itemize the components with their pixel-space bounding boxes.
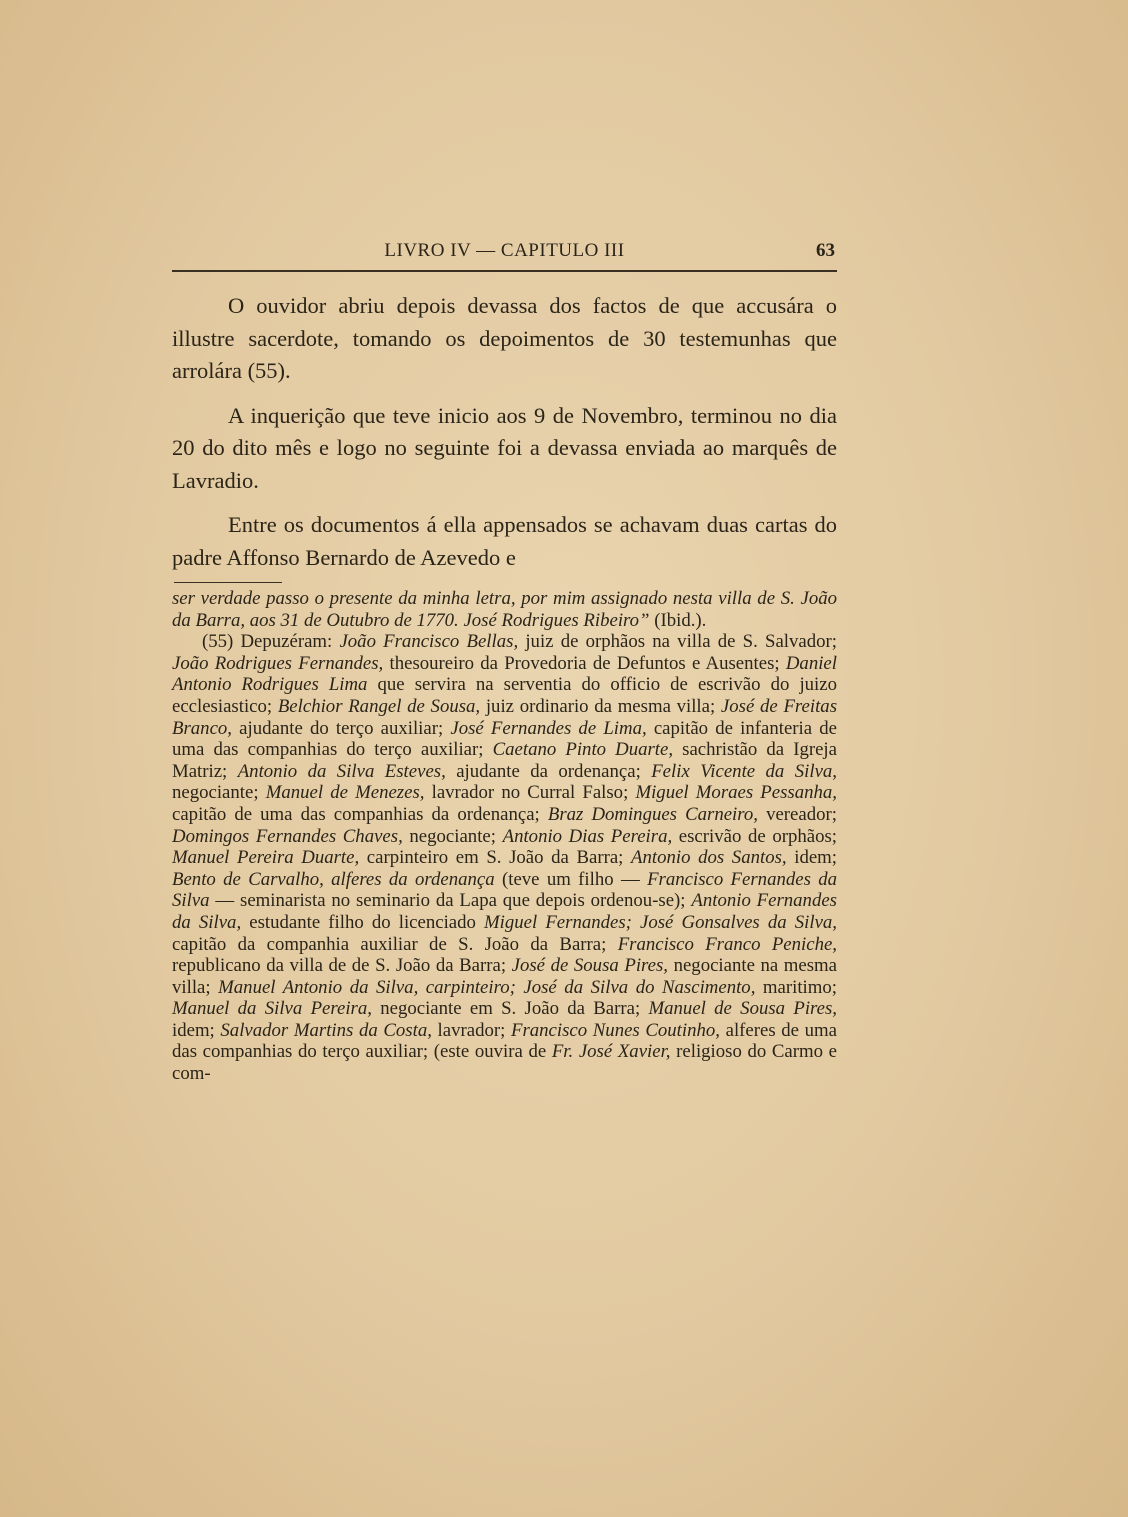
footnote-run: idem;: [172, 1019, 221, 1041]
footnote-italic-run: Francisco Fernandes da Silva: [172, 868, 837, 912]
footnote-italic-run: Francisco Nunes Coutinho,: [510, 1019, 720, 1041]
footnote-italic-run: Daniel Antonio Rodrigues Lima: [172, 652, 837, 696]
body-paragraph: A inquerição que teve inicio aos 9 de Novembro, terminou no dia 20 do dito mês e logo no seguinte foi a devassa enviada ao marquês de Lavradio.: [172, 402, 837, 493]
footnote-italic-run: José Fernandes de Lima,: [450, 717, 647, 739]
footnote-run: vereador;: [757, 803, 837, 825]
footnote-italic-run: Miguel Fernandes; José Gonsalves da Silva,: [484, 911, 837, 933]
body-paragraph: O ouvidor abriu depois devassa dos factos de que accusára o illustre sacerdote, tomando os depoimentos de 30 testemunhas que arrolára (55).: [172, 293, 837, 383]
footnote-run: juiz ordinario da mesma villa;: [480, 695, 721, 717]
footnote-run: capitão de uma das companhias da ordenança;: [172, 803, 548, 825]
footnote-55: [172, 631, 837, 1084]
footnote-italic-run: Felix Vicente da Silva,: [651, 760, 837, 782]
footnote-run: juiz de orphãos na villa de S. Salvador;: [518, 631, 837, 653]
footnote-run: ajudante da ordenança;: [445, 760, 652, 782]
footnote-italic-run: Belchior Rangel de Sousa,: [277, 695, 481, 717]
body-paragraph: Entre os documentos á ella appensados se achavam duas cartas do padre Affonso Bernardo de Azevedo e: [172, 512, 837, 570]
footnotes: [172, 588, 837, 1085]
footnote-italic-run: Antonio da Silva Esteves,: [237, 760, 446, 782]
footnote-italic-run: Salvador Martins da Costa,: [220, 1019, 432, 1041]
footnote-run: alferes de uma das companhias do terço auxiliar; (este ouvira de: [172, 1019, 837, 1063]
footnote-run: carpinteiro em S. João da Barra;: [359, 847, 632, 869]
footnote-italic-run: João Rodrigues Fernandes,: [172, 652, 384, 674]
footnote-run: negociante;: [172, 782, 266, 804]
footnote-italic-run: Antonio Dias Pereira,: [502, 825, 673, 847]
footnote-italic-run: Francisco Franco Peniche,: [617, 933, 837, 955]
footnote-run: negociante em S. João da Barra;: [371, 998, 649, 1020]
footnote-run: capitão de infanteria de uma das companhias do terço auxiliar;: [172, 717, 837, 761]
footnote-italic-run: João Francisco Bellas,: [339, 631, 519, 653]
footnote-italic-run: José de Sousa Pires,: [511, 955, 668, 977]
footnote-italic-run: Fr. José Xavier,: [551, 1041, 671, 1063]
footnote-run: escrivão de orphãos;: [672, 825, 837, 847]
footnote-italic-run: Antonio dos Santos,: [631, 847, 787, 869]
footnote-run: religioso do Carmo e com-: [172, 1041, 837, 1085]
footnote-italic-run: Braz Domingues Carneiro,: [547, 803, 758, 825]
footnote-italic-run: Manuel Antonio da Silva, carpinteiro; José da Silva do Nascimento,: [218, 976, 756, 998]
footnote-run: lavrador;: [431, 1019, 511, 1041]
footnote-italic-run: Domingos Fernandes Chaves,: [172, 825, 403, 847]
footnote-italic-run: Manuel Pereira Duarte,: [172, 847, 360, 869]
footnote-run: thesoureiro da Provedoria de Defuntos e Ausentes;: [383, 652, 786, 674]
footnote-run: (teve um filho —: [494, 868, 648, 890]
running-title: LIVRO IV — CAPITULO III: [384, 240, 625, 261]
footnote-italic-run: Antonio Fernandes da Silva,: [172, 890, 837, 933]
footnote-run: (55) Depuzéram:: [202, 631, 340, 653]
footnote-run: sachristão da Igreja Matriz;: [172, 739, 837, 782]
body-text: [172, 290, 837, 586]
footnote-run: capitão da companhia auxiliar de S. João da Barra;: [172, 933, 618, 955]
footnote-run: negociante;: [402, 825, 503, 847]
footnote-italic-run: Miguel Moraes Pessanha,: [635, 782, 837, 804]
footnote-run: ajudante do terço auxiliar;: [232, 717, 451, 739]
footnote-italic-run: Bento de Carvalho, alferes da ordenança: [172, 868, 495, 890]
footnote-italic-run: Manuel da Silva Pereira,: [172, 998, 372, 1020]
footnote-continued-source: (Ibid.).: [649, 609, 707, 631]
footnote-run: idem;: [786, 847, 837, 869]
footnote-run: republicano da villa de de S. João da Barra;: [172, 955, 512, 977]
footnote-run: que servira na serventia do officio de escrivão do juizo ecclesiastico;: [172, 674, 837, 717]
footnote-continued: [172, 588, 837, 631]
running-head: [172, 240, 837, 272]
footnote-continued-quote: ser verdade passo o presente da minha letra, por mim assignado nesta villa de S. João da Barra, aos 31 de Outubro de 1770. José Rodrigues Ribeiro”: [172, 588, 837, 631]
footnote-italic-run: Manuel de Sousa Pires,: [648, 998, 837, 1020]
footnote-separator: [174, 582, 282, 583]
footnote-italic-run: José de Freitas Branco,: [172, 695, 837, 739]
footnote-run: lavrador no Curral Falso;: [424, 782, 636, 804]
footnote-italic-run: Caetano Pinto Duarte,: [492, 739, 674, 761]
footnote-run: estudante filho do licenciado: [241, 911, 485, 933]
footnote-run: maritimo;: [755, 976, 837, 998]
page-number: 63: [816, 240, 835, 261]
footnote-run: negociante na mesma villa;: [172, 955, 838, 998]
footnote-run: — seminarista no seminario da Lapa que depois ordenou-se);: [209, 890, 692, 912]
footnote-italic-run: Manuel de Menezes,: [265, 782, 425, 804]
